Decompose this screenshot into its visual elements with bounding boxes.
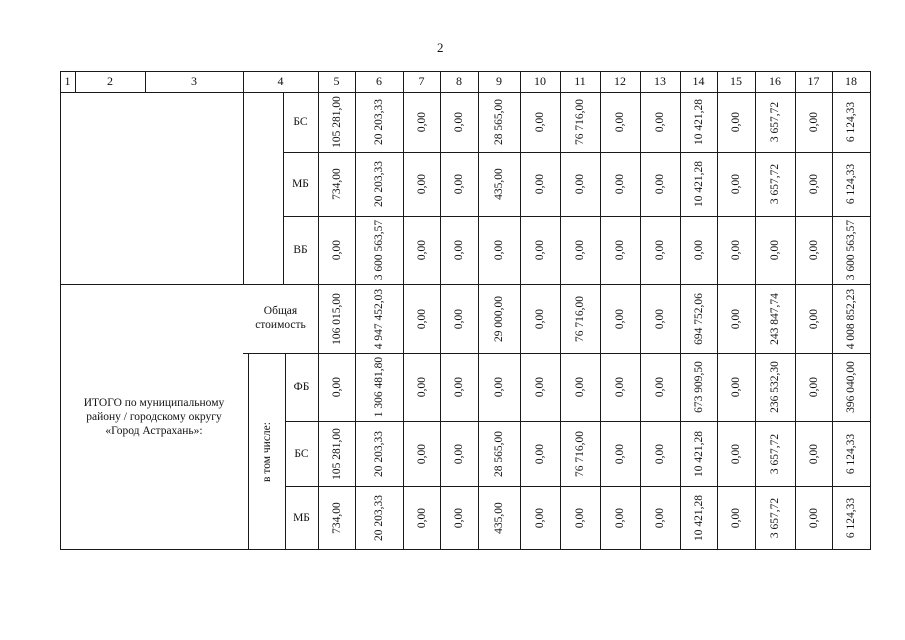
table-cell-value: 10 421,28 — [692, 99, 705, 145]
table-cell-value: 20 203,33 — [373, 430, 385, 477]
table-cell-value: 0,00 — [453, 239, 465, 261]
grid-line — [355, 71, 356, 550]
header-cell: 11 — [574, 74, 586, 88]
table-cell-value: 28 565,00 — [493, 430, 505, 477]
table-cell-value: 0,00 — [415, 376, 428, 398]
table-cell-value: 0,00 — [574, 507, 586, 528]
table-cell-value: 0,00 — [654, 111, 666, 133]
header-cell: 15 — [730, 74, 742, 88]
source-label: ФБ — [293, 381, 310, 393]
grid-line — [520, 71, 521, 550]
table-cell-value: 0,00 — [654, 443, 666, 464]
table-cell-value: 10 421,28 — [692, 161, 705, 207]
table-cell-value: 734,00 — [330, 168, 343, 200]
header-cell: 13 — [654, 74, 666, 88]
table-cell-value: 0,00 — [730, 111, 742, 133]
table-cell-value: 0,00 — [574, 239, 586, 261]
grid-line — [283, 92, 284, 285]
grid-line — [755, 71, 756, 550]
grid-line — [60, 284, 871, 285]
table-cell-value: 0,00 — [534, 376, 546, 398]
table-cell-value: 6 124,33 — [845, 433, 857, 474]
table-cell-value: 236 532,30 — [769, 361, 781, 413]
grid-line — [283, 152, 871, 153]
total-label: ИТОГО по муниципальному району / городскому округу «Город Астрахань»: — [83, 397, 225, 437]
grid-line — [870, 71, 871, 550]
table-cell-value: 0,00 — [453, 308, 465, 329]
table-cell-value: 76 716,00 — [574, 99, 586, 145]
table-cell-value: 4 947 452,03 — [373, 288, 385, 349]
table-cell-value: 0,00 — [807, 111, 820, 133]
table-cell-value: 20 203,33 — [373, 161, 385, 207]
table-cell-value: 0,00 — [807, 239, 820, 261]
table-cell-value: 3 600 563,57 — [845, 219, 857, 281]
table-cell-value: 0,00 — [692, 239, 705, 261]
table-cell-value: 0,00 — [654, 308, 666, 329]
source-label: МБ — [292, 178, 309, 190]
total-cost-label: Общая стоимость — [255, 305, 306, 331]
header-cell: 14 — [692, 74, 705, 88]
table-cell-value: 0,00 — [453, 111, 465, 133]
header-cell: 6 — [376, 74, 382, 88]
table-cell-value: 694 752,06 — [692, 292, 705, 345]
table-cell-value: 0,00 — [493, 376, 505, 398]
table-cell-value: 0,00 — [654, 507, 666, 528]
source-label: БС — [294, 447, 309, 460]
table-cell-value: 0,00 — [453, 376, 465, 398]
table-cell-value: 3 657,72 — [769, 163, 781, 205]
table-cell-value: 105 281,00 — [330, 427, 343, 480]
table-cell-value: 0,00 — [614, 443, 626, 464]
table-cell-value: 6 124,33 — [845, 101, 857, 143]
table-cell-value: 0,00 — [415, 507, 428, 528]
table-cell-value: 6 124,33 — [845, 163, 857, 205]
grid-line — [478, 71, 479, 550]
table-cell-value: 0,00 — [730, 376, 742, 398]
table-cell-value: 0,00 — [807, 376, 820, 398]
table-cell-value: 6 124,33 — [845, 497, 857, 538]
grid-line — [680, 71, 681, 550]
table-cell-value: 10 421,28 — [692, 494, 705, 541]
table-cell-value: 76 716,00 — [574, 295, 586, 342]
table-cell-value: 0,00 — [730, 443, 742, 464]
table-cell-value: 1 306 481,80 — [373, 356, 385, 418]
header-cell: 18 — [845, 74, 857, 88]
grid-line — [60, 549, 871, 550]
source-label: ВБ — [293, 244, 308, 256]
table-cell-value: 0,00 — [730, 507, 742, 528]
table-cell-value: 3 657,72 — [769, 101, 781, 143]
table-cell-value: 4 008 852,23 — [845, 288, 857, 349]
header-cell: 5 — [333, 74, 340, 88]
table-cell-value: 0,00 — [330, 239, 343, 261]
table-cell-value: 0,00 — [415, 239, 428, 261]
source-label: МБ — [293, 511, 310, 524]
table-cell-value: 20 203,33 — [373, 99, 385, 145]
grid-line — [403, 71, 404, 550]
table-cell-value: 0,00 — [730, 173, 742, 195]
table-cell-value: 0,00 — [534, 308, 546, 329]
table-cell-value: 0,00 — [614, 239, 626, 261]
table-cell-value: 3 657,72 — [769, 433, 781, 474]
header-cell: 8 — [456, 74, 462, 88]
page-number: 2 — [437, 40, 444, 55]
table-cell-value: 0,00 — [574, 173, 586, 195]
table-cell-value: 0,00 — [534, 507, 546, 528]
table-cell-value: 20 203,33 — [373, 494, 385, 541]
grid-line — [243, 353, 871, 354]
table-cell-value: 0,00 — [654, 376, 666, 398]
table-cell-value: 0,00 — [807, 308, 820, 329]
table-cell-value: 0,00 — [534, 239, 546, 261]
header-cell: 4 — [277, 74, 284, 88]
table-cell-value: 0,00 — [614, 507, 626, 528]
header-cell: 16 — [769, 74, 781, 88]
header-cell: 7 — [418, 74, 425, 88]
table-cell-value: 0,00 — [330, 376, 343, 398]
table-cell-value: 0,00 — [614, 173, 626, 195]
grid-line — [248, 353, 249, 550]
table-cell-value: 0,00 — [807, 507, 820, 528]
table-cell-value: 0,00 — [415, 443, 428, 464]
grid-line — [560, 71, 561, 550]
grid-line — [285, 486, 871, 487]
table-cell-value: 0,00 — [534, 443, 546, 464]
table-cell-value: 0,00 — [769, 239, 781, 261]
header-cell: 17 — [807, 74, 820, 88]
grid-line — [285, 353, 286, 550]
table-cell-value: 673 909,50 — [692, 361, 705, 413]
header-cell: 10 — [534, 74, 546, 88]
including-label: в том числе: — [260, 422, 273, 482]
table-cell-value: 396 040,00 — [845, 361, 857, 413]
table-cell-value: 0,00 — [654, 173, 666, 195]
table-cell-value: 435,00 — [493, 501, 505, 534]
table-cell-value: 0,00 — [574, 376, 586, 398]
table-cell-value: 105 281,00 — [330, 96, 343, 148]
table-cell-value: 3 600 563,57 — [373, 219, 385, 281]
grid-line — [60, 71, 61, 550]
header-cell: 12 — [614, 74, 626, 88]
table-cell-value: 0,00 — [453, 507, 465, 528]
table-cell-value: 0,00 — [453, 443, 465, 464]
table-cell-value: 0,00 — [807, 443, 820, 464]
table-cell-value: 0,00 — [730, 308, 742, 329]
table-cell-value: 106 015,00 — [330, 292, 343, 345]
table-cell-value: 3 657,72 — [769, 497, 781, 538]
table-cell-value: 76 716,00 — [574, 430, 586, 477]
header-cell: 9 — [496, 74, 502, 88]
table-cell-value: 0,00 — [614, 376, 626, 398]
table-cell-value: 0,00 — [415, 308, 428, 329]
grid-line — [243, 92, 244, 285]
grid-line — [640, 71, 641, 550]
table-cell-value: 243 847,74 — [769, 292, 781, 345]
source-label: БС — [293, 116, 308, 128]
grid-line — [832, 71, 833, 550]
grid-line — [440, 71, 441, 550]
grid-line — [600, 71, 601, 550]
table-cell-value: 0,00 — [614, 111, 626, 133]
table-cell-value: 0,00 — [534, 173, 546, 195]
grid-line — [795, 71, 796, 550]
grid-line — [717, 71, 718, 550]
table-cell-value: 0,00 — [493, 239, 505, 261]
grid-line — [60, 92, 871, 93]
header-cell: 1 — [64, 74, 71, 88]
header-cell: 3 — [191, 74, 197, 88]
table-cell-value: 0,00 — [654, 239, 666, 261]
grid-line — [318, 71, 319, 550]
grid-line — [283, 216, 871, 217]
table-cell-value: 0,00 — [453, 173, 465, 195]
grid-line — [285, 421, 871, 422]
table-cell-value: 10 421,28 — [692, 430, 705, 477]
table-cell-value: 0,00 — [415, 173, 428, 195]
table-cell-value: 0,00 — [730, 239, 742, 261]
table-cell-value: 0,00 — [614, 308, 626, 329]
header-cell: 2 — [107, 74, 113, 88]
table-cell-value: 734,00 — [330, 501, 343, 534]
table-cell-value: 0,00 — [534, 111, 546, 133]
table-cell-value: 0,00 — [807, 173, 820, 195]
table-cell-value: 29 000,00 — [493, 295, 505, 342]
table-cell-value: 28 565,00 — [493, 99, 505, 145]
table-cell-value: 0,00 — [415, 111, 428, 133]
table-cell-value: 435,00 — [493, 168, 505, 200]
